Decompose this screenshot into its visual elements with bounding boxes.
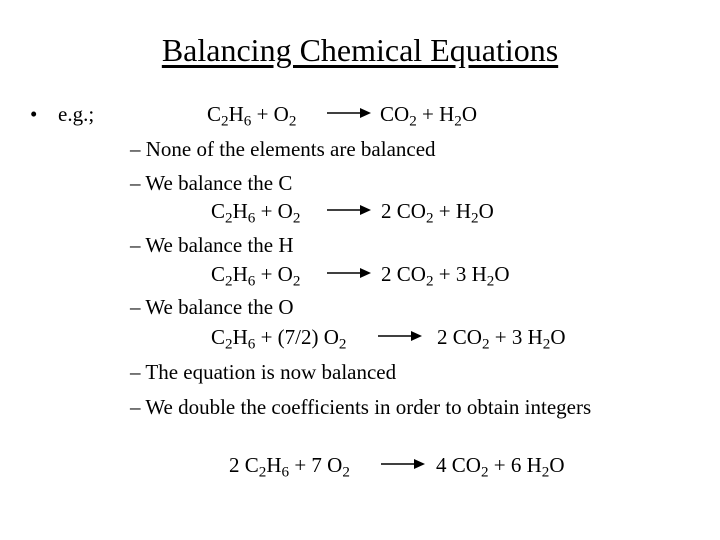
equation-1-reactants: $C_2H_6 + O_2$ <box>207 102 297 130</box>
bullet-label: e.g.; <box>58 102 95 126</box>
step-text: – The equation is now balanced <box>130 360 397 384</box>
step-text: – None of the elements are balanced <box>130 137 436 161</box>
equation-5-reactants: 2 $C_2H_6 + 7$ $O_2$ <box>229 453 350 481</box>
reaction-arrow-icon <box>327 106 371 120</box>
reaction-arrow-icon <box>327 266 371 280</box>
slide-title: Balancing Chemical Equations <box>161 32 559 68</box>
equation-4-reactants: $C_2H_6 + (7/2)$ $O_2$ <box>211 325 347 353</box>
step-text: – We double the coefficients in order to obtain integers <box>130 395 592 419</box>
equation-3-products: 2 $CO_2 + 3$ $H_2O$ <box>381 262 510 290</box>
equation-1-products: $CO_2 + H_2O$ <box>380 102 477 130</box>
equation-2-products: 2 $CO_2 + H_2O$ <box>381 199 494 227</box>
step-text: – We balance the C <box>130 171 293 195</box>
step-text: – We balance the H <box>130 233 294 257</box>
equation-2-reactants: $C_2H_6 + O_2$ <box>211 199 301 227</box>
reaction-arrow-icon <box>327 203 371 217</box>
equation-4-products: 2 $CO_2 + 3$ $H_2O$ <box>437 325 566 353</box>
bullet-marker: • <box>30 102 38 126</box>
equation-5-products: 4 $CO_2 + 6$ $H_2O$ <box>436 453 565 481</box>
reaction-arrow-icon <box>378 329 422 343</box>
reaction-arrow-icon <box>381 457 425 471</box>
equation-3-reactants: $C_2H_6 + O_2$ <box>211 262 301 290</box>
step-text: – We balance the O <box>130 295 294 319</box>
